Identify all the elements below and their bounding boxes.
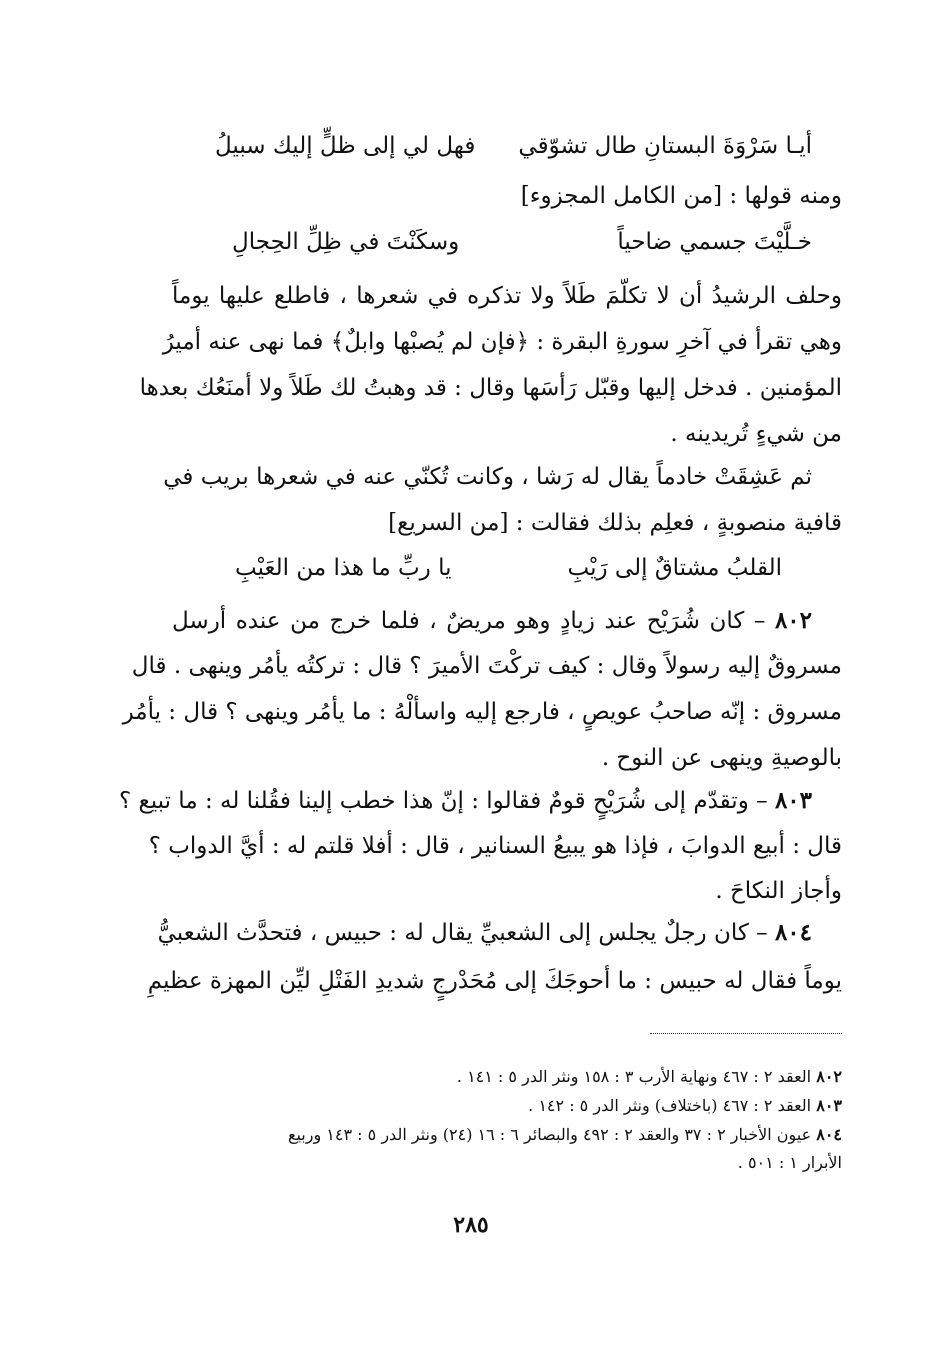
- entry-804-line: [157, 913, 812, 953]
- entry-803-line: قال : أبيع الدوابَ ، فإذا هو يبيعُ السنانير ، قال : أفلا قلتم له : أيَّ الدواب ؟: [148, 833, 842, 859]
- entry-802-line: بالوصيةِ وينهى عن النوح .: [601, 745, 842, 771]
- entry-text: – كان شُرَيْح عند زيادٍ وهو مريضٌ ، فلما خرج من عنده أرسل: [172, 608, 766, 634]
- page-number: ٢٨٥: [453, 1212, 489, 1238]
- footnote-number: ٨٠٢: [816, 1067, 842, 1086]
- footnote-number: ٨٠٤: [816, 1125, 842, 1144]
- entry-803-line: [118, 781, 812, 821]
- paragraph-line: وهي تقرأ في آخرِ سورةِ البقرة : ﴿فإن لم يُصبْها وابلٌ﴾ فما نهى عنه أميرُ: [162, 329, 842, 355]
- footnote: [172, 1093, 842, 1119]
- paragraph-line: قافية منصوبةٍ ، فعلِم بذلك فقالت : [من السريع]: [388, 510, 842, 536]
- verse-hemistich-right: خـلَّيْتَ جسمي ضاحياً: [617, 229, 812, 255]
- entry-number: ٨٠٢: [774, 607, 812, 634]
- paragraph-line: المؤمنين . فدخل إليها وقبّل رَأسَها وقال : قد وهبتُ لك طَلاً ولا أمنَعُك بعدها: [139, 375, 842, 401]
- verse-hemistich-left: فهل لي إلى ظلٍّ إليك سبيلُ: [215, 133, 476, 159]
- entry-text: – وتقدّم إلى شُرَيْحٍ قومٌ فقالوا : إنّ هذا خطب إلينا فقُلنا له : ما تبيع ؟: [118, 788, 768, 814]
- footnote-text: العقد ٢ : ٤٦٧ (باختلاف) ونثر الدر ٥ : ١٤٢ .: [528, 1096, 812, 1115]
- footnote-text: العقد ٢ : ٤٦٧ ونهاية الأرب ٣ : ١٥٨ ونثر الدر ٥ : ١٤١ .: [456, 1067, 812, 1086]
- paragraph-line: من شيءٍ تُريدينه .: [670, 421, 842, 447]
- footnote-number: ٨٠٣: [816, 1096, 842, 1115]
- footnote: [172, 1122, 842, 1148]
- verse-hemistich-left: وسكَنْتَ في ظِلِّ الحِجالِ: [232, 229, 460, 255]
- entry-802-line: مسروق : إنّه صاحبُ عويصٍ ، فارجع إليه واسألْهُ : ما يأمُر وينهى ؟ قال : يأمُر: [122, 699, 842, 725]
- entry-803-line: وأجاز النكاحَ .: [715, 878, 842, 904]
- footnote-text: عيون الأخبار ٢ : ٣٧ والعقد ٢ : ٤٩٢ والبصائر ٦ : ١٦ (٢٤) ونثر الدر ٥ : ١٤٣ وربيع: [287, 1125, 812, 1144]
- paragraph-line: وحلف الرشيدُ أن لا تكلّمَ طَلاً ولا تذكره في شعرها ، فاطلع عليها يوماً: [172, 283, 842, 309]
- entry-number: ٨٠٣: [774, 787, 812, 814]
- verse-hemistich-right: القلبُ مشتاقٌ إلى رَيْبِ: [567, 555, 782, 581]
- verse-hemistich-left: يا ربِّ ما هذا من العَيْبِ: [235, 555, 452, 581]
- paragraph-line: ثم عَشِقَتْ خادماً يقال له رَشا ، وكانت تُكنّي عنه في شعرها بريب في: [163, 464, 812, 490]
- entry-text: – كان رجلٌ يجلس إلى الشعبيِّ يقال له : حبيس ، فتحدَّث الشعبيُّ: [157, 920, 768, 946]
- entry-number: ٨٠٤: [774, 919, 812, 946]
- verse-hemistich-right: أيـا سَرْوَةَ البستانِ طال تشوّقي: [518, 133, 812, 159]
- entry-802-line: [172, 601, 812, 641]
- footnote-continuation: الأبرار ١ : ٥٠١ .: [737, 1153, 842, 1172]
- meter-note: ومنه قولها : [من الكامل المجزوء]: [520, 183, 842, 209]
- footnote-divider: [650, 1033, 842, 1034]
- footnote: [172, 1064, 842, 1090]
- entry-804-line: يوماً فقال له حبيس : ما أحوجَكَ إلى مُحَدْرجٍ شديدِ الفَتْلِ ليِّن المهزة عظيمِ: [147, 968, 842, 994]
- entry-802-line: مسروقٌ إليه رسولاً وقال : كيف تركْتَ الأميرَ ؟ قال : تركتُه يأمُر وينهى . قال: [131, 653, 842, 679]
